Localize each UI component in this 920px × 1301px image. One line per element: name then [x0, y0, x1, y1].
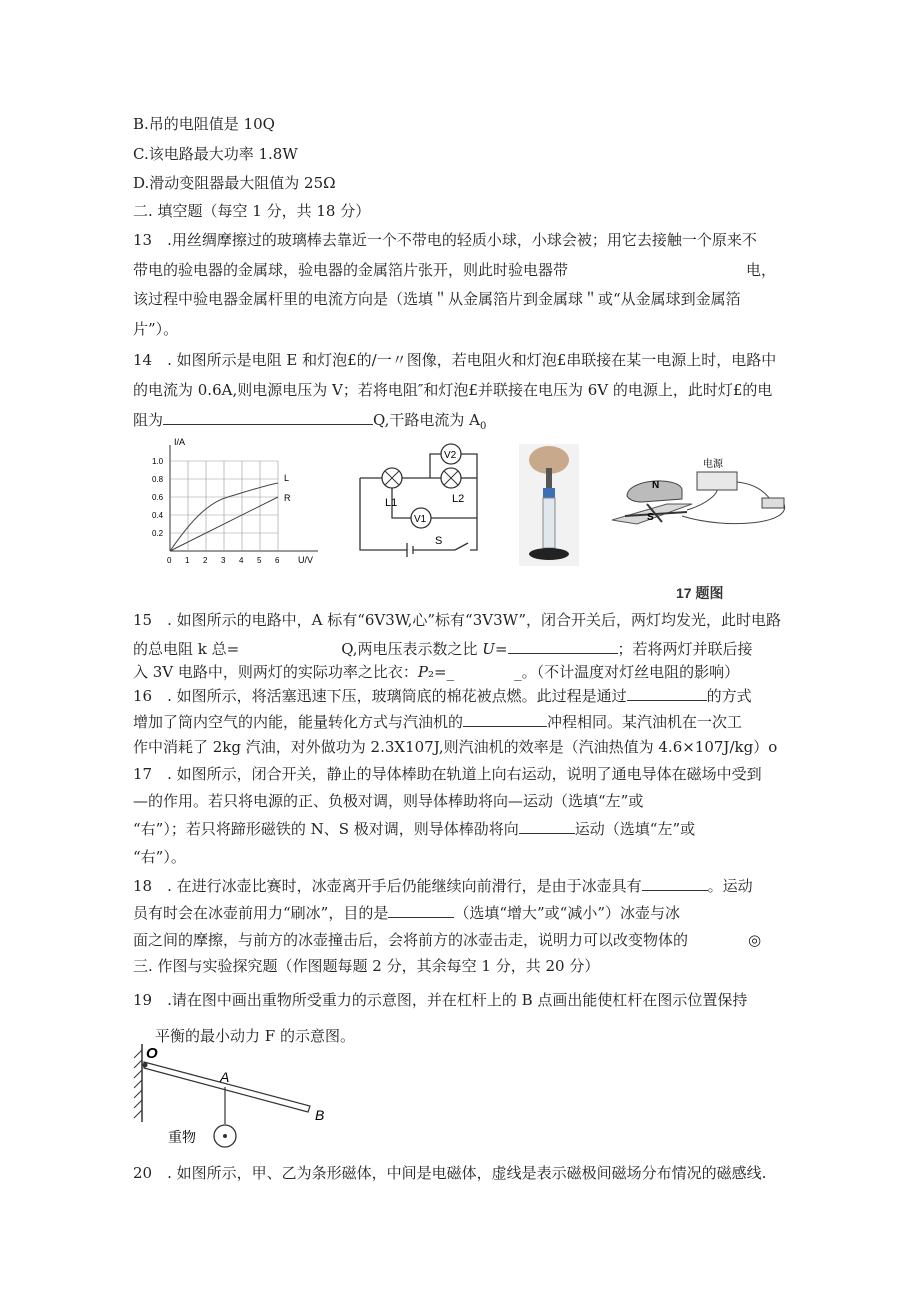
iu-graph: [148, 435, 328, 575]
q16-line1-b: 的方式: [706, 687, 752, 705]
q14-line1: 14 . 如图所示是电阻 E 和灯泡£的/一〃图像，若电阻火和灯泡£串联接在某一电源上时，电路中: [133, 351, 777, 369]
pivot-o: [143, 1063, 148, 1068]
label-a: A: [220, 1069, 230, 1085]
q20-line1: 20 . 如图所示，甲、乙为条形磁体，中间是电磁体，虚线是表示磁极间磁场分布情况的磁感线.: [133, 1164, 767, 1182]
q18-line1: [133, 876, 753, 896]
power-label: 电源: [703, 459, 723, 470]
magnet-rail-figure: [607, 454, 797, 534]
q18-line2: [133, 903, 680, 923]
power-supply: [697, 472, 737, 490]
magnet-s: S: [647, 512, 654, 523]
q17-line1: 17 . 如图所示，闭合开关，静止的导体棒助在轨道上向右运动，说明了通电导体在磁场中受到: [133, 765, 762, 783]
q18-blank1: [642, 876, 708, 891]
q16-line3: 作中消耗了 2kg 汽油，对外做功为 2.3X107J,则汽油机的效率是（汽油热值为 4.6×107J/kg）o: [133, 738, 778, 756]
q18-line3-a: 面之间的摩擦，与前方的冰壶撞击后，会将前方的冰壶击走，说明力可以改变物体的: [133, 931, 689, 949]
q16-line1-a: 16 . 如图所示，将活塞迅速下压，玻璃筒底的棉花被点燃。此过程是通过: [133, 687, 627, 705]
q15-line3-c: ₂=_: [428, 663, 455, 681]
q17-line3-b: 运动（选填“左”或: [574, 820, 696, 838]
q15-line3-a: 入 3V 电路中，则两灯的实际功率之比衣：: [133, 663, 418, 681]
q17-blank: [519, 819, 575, 834]
graph-label-l: L: [284, 473, 290, 483]
magnet-n: N: [652, 480, 660, 491]
xtick: 5: [257, 556, 262, 565]
q18-line1-a: 18 . 在进行冰壶比赛时，冰壶离开手后仍能继续向前滑行，是由于冰壶具有: [133, 877, 642, 895]
circuit-diagram: [355, 440, 485, 560]
switch: [762, 498, 784, 508]
section2-title: 二. 填空题（每空 1 分，共 18 分）: [133, 202, 371, 220]
q16-blank1: [627, 686, 707, 701]
q15-blank: [508, 639, 618, 654]
label-o: O: [146, 1045, 158, 1062]
q17-line2: —的作用。若只将电源的正、负极对调，则导体棒助将向—运动（选填“左”或: [133, 792, 644, 810]
q16-line2-b: 冲程相同。某汽油机在一次工: [547, 713, 743, 731]
q16-line1: [133, 686, 752, 706]
q15-text-d: ；若将两灯并联后接: [617, 640, 753, 658]
graph-grid: [170, 461, 278, 551]
q15-line2: [133, 639, 753, 659]
option-d: D.滑动变阻器最大阻值为 25Ω: [133, 174, 336, 192]
q13-line1: 13 .用丝绸摩擦过的玻璃棒去靠近一个不带电的轻质小球，小球会被；用它去接触一个原来不: [133, 231, 757, 249]
figure-caption-17: 17 题图: [676, 585, 724, 601]
q13-line3: 该过程中验电器金属杆里的电流方向是（选填＂从金属箔片到金属球＂或“从金属球到金属箔: [133, 290, 741, 308]
q14-line2: 的电流为 0.6A,则电源电压为 V；若将电阻″和灯泡£并联接在电压为 6V 的电源上，此时灯£的电: [133, 381, 773, 399]
q13-line2-end: 电，: [746, 261, 777, 279]
label-b: B: [315, 1107, 325, 1123]
lamp-l2: [441, 468, 461, 488]
q17-line3: [133, 819, 695, 839]
q15-line3: [133, 662, 739, 682]
xtick: 0: [167, 556, 172, 565]
q18-line2-b: （选填“增大”或“减小”）冰壶与冰: [454, 904, 681, 922]
q15-text-c: U=: [482, 640, 508, 658]
q16-line2: [133, 712, 742, 732]
xtick: 1: [185, 556, 190, 565]
q18-line1-b: 。运动: [707, 877, 753, 895]
wall-hatch: [134, 1050, 142, 1118]
section3-title: 三. 作图与实验探究题（作图题每题 2 分，其余每空 1 分，共 20 分）: [133, 957, 600, 975]
q18-line3-b: ◎: [748, 931, 762, 949]
q18-line3: [133, 930, 773, 950]
q14-line3: [133, 410, 486, 437]
option-c: C.该电路最大功率 1.8W: [133, 145, 298, 163]
q14-blank: [163, 410, 373, 425]
v2-label: V2: [444, 450, 457, 461]
l2-label: L2: [452, 493, 465, 505]
q16-blank2: [463, 712, 547, 727]
glass-cylinder: [543, 498, 555, 548]
q15-line3-d: _。（不计温度对灯丝电阻的影响）: [514, 663, 740, 681]
xtick: 2: [203, 556, 208, 565]
q13-line4: 片”）。: [133, 320, 179, 338]
graph-ylabel: I/A: [174, 437, 186, 447]
ytick: 0.4: [152, 511, 164, 520]
v1-label: V1: [414, 514, 427, 525]
l1-label: L1: [385, 497, 398, 509]
lamp-l1: [382, 468, 402, 488]
q14-line3-start: 阻为: [133, 411, 164, 429]
q15-line3-p: P: [417, 663, 429, 681]
lever-figure: [130, 1044, 350, 1154]
q14-sub: 0: [479, 421, 487, 432]
q17-line3-a: “右”）；若只将蹄形磁铁的 N、S 极对调，则导体棒劭将向: [133, 820, 519, 838]
q15-text-b: Q,两电压表示数之比: [341, 640, 483, 658]
q18-line2-a: 员有时会在冰壶前用力“刷冰”，目的是: [133, 904, 389, 922]
switch-label: S: [435, 535, 443, 547]
q17-line4: “右”）。: [133, 848, 186, 866]
ytick: 0.8: [152, 475, 164, 484]
xtick: 6: [275, 556, 280, 565]
q19-line1: 19 .请在图中画出重物所受重力的示意图，并在杠杆上的 B 点画出能使杠杆在图示位置保持: [133, 991, 748, 1009]
graph-xlabel: U/V: [298, 555, 314, 565]
q16-line2-a: 增加了筒内空气的内能，能量转化方式与汽油机的: [133, 713, 464, 731]
ytick: 0.2: [152, 529, 164, 538]
xtick: 3: [221, 556, 226, 565]
cylinder-base: [529, 548, 569, 560]
option-b: B.吊的电阻值是 10Q: [133, 115, 275, 133]
ytick: 0.6: [152, 493, 164, 502]
label-weight: 重物: [168, 1129, 196, 1145]
q13-line2-text: 带电的验电器的金属球，验电器的金属箔片张开，则此时验电器带: [133, 261, 569, 279]
q15-text-a: 的总电阻 k 总=: [133, 640, 240, 658]
q14-line3-end: Q,干路电流为 A: [373, 411, 480, 429]
q13-line2: [133, 260, 777, 280]
ytick: 1.0: [152, 457, 164, 466]
q18-blank2: [388, 903, 454, 918]
xtick: 4: [239, 556, 244, 565]
q19-line2: 平衡的最小动力 F 的示意图。: [155, 1027, 355, 1045]
piston-photo: [519, 444, 579, 566]
q15-line1: 15 . 如图所示的电路中，A 标有“6V3W,心”标有“3V3W”，闭合开关后，两灯均发光，此时电路: [133, 611, 781, 629]
graph-label-r: R: [284, 493, 291, 503]
